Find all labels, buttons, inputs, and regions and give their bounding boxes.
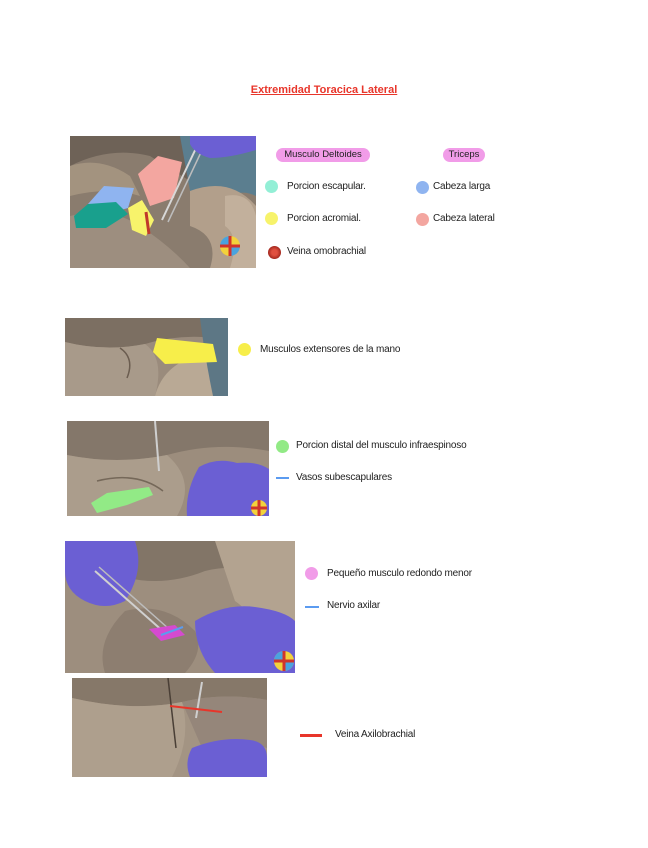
page-title: Extremidad Toracica Lateral xyxy=(250,84,398,96)
infraespinoso-label: Porcion distal del musculo infraespinoso xyxy=(296,440,467,451)
cabeza-lateral-dot xyxy=(416,213,429,226)
veina-omobrachial-dot xyxy=(268,246,281,259)
porcion-acromial-label: Porcion acromial. xyxy=(287,213,361,224)
porcion-escapular-dot xyxy=(265,180,278,193)
porcion-escapular-label: Porcion escapular. xyxy=(287,181,366,192)
extensores-dot xyxy=(238,343,251,356)
cabeza-larga-label: Cabeza larga xyxy=(433,181,491,192)
extensores-label: Musculos extensores de la mano xyxy=(260,344,401,355)
photo-redondo-menor xyxy=(65,541,295,673)
vasos-label: Vasos subescapulares xyxy=(296,472,392,483)
heading-triceps: Triceps xyxy=(443,148,485,162)
veina-omobrachial-label: Veina omobrachial xyxy=(287,246,366,257)
photo-deltoides xyxy=(70,136,256,268)
vasos-line xyxy=(276,477,289,479)
photo-infraespinoso xyxy=(67,421,269,516)
veina-axilobrachial-label: Veina Axilobrachial xyxy=(335,729,416,740)
cabeza-lateral-label: Cabeza lateral xyxy=(433,213,495,224)
infraespinoso-dot xyxy=(276,440,289,453)
nervio-axilar-label: Nervio axilar xyxy=(327,600,380,611)
cabeza-larga-dot xyxy=(416,181,429,194)
photo-axilobrachial xyxy=(72,678,267,777)
veina-axilobrachial-line xyxy=(300,734,322,737)
nervio-axilar-line xyxy=(305,606,319,608)
redondo-menor-label: Pequeño musculo redondo menor xyxy=(327,568,472,579)
porcion-acromial-dot xyxy=(265,212,278,225)
photo-extensores xyxy=(65,318,228,396)
redondo-menor-dot xyxy=(305,567,318,580)
heading-deltoides: Musculo Deltoides xyxy=(276,148,370,162)
